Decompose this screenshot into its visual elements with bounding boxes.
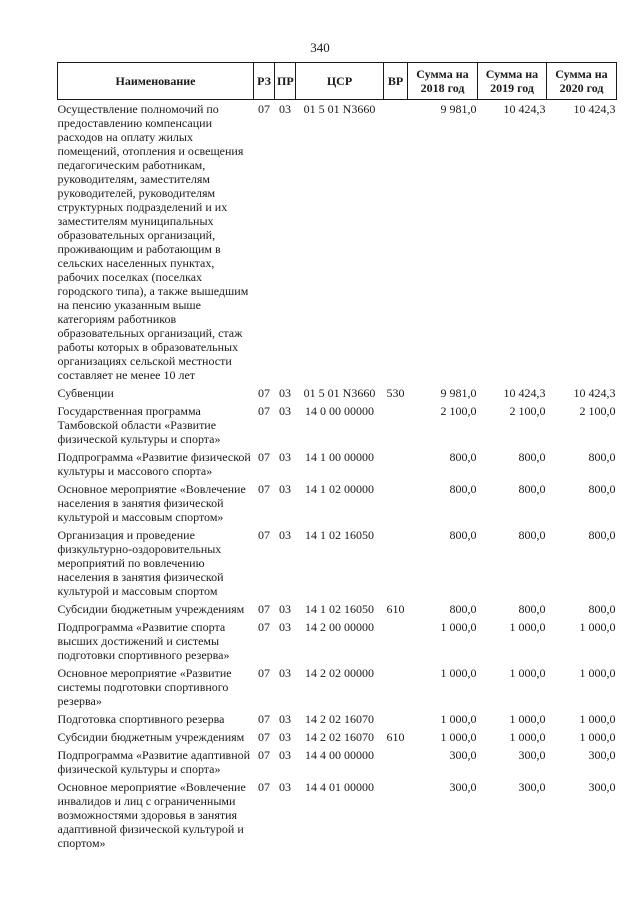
row-name: Государственная программа Тамбовской области «Развитие физической культуры и спорта» [57,404,221,446]
row-pr: 03 [279,748,291,762]
row-csr: 14 1 00 00000 [305,450,374,464]
row-sum-2019: 2 100,0 [509,404,546,418]
row-pr: 03 [279,730,291,744]
table-row [58,730,617,748]
row-rz: 07 [258,404,270,418]
row-vr [384,780,408,854]
row-name: Основное мероприятие «Вовлечение инвалидов и лиц с ограниченными возможностями здоровья в занятия адаптивной физической культурой и спортом» [57,780,246,850]
row-vr: 530 [386,386,405,400]
col-header-vr: ВР [384,63,408,100]
row-vr [384,100,408,387]
row-sum-2019: 1 000,0 [509,666,546,680]
row-rz: 07 [258,780,270,794]
table-row [58,450,617,482]
row-name: Субвенции [57,386,114,400]
row-vr: 610 [386,730,405,744]
row-name: Основное мероприятие «Развитие системы подготовки спортивного резерва» [57,666,232,708]
col-header-sum-2019: Сумма на 2019 год [478,63,547,100]
table-row [58,620,617,666]
col-header-name: Наименование [58,63,254,100]
row-csr: 14 1 02 00000 [305,482,374,496]
row-vr [384,666,408,712]
row-pr: 03 [279,404,291,418]
table-row [58,666,617,712]
row-sum-2018: 800,0 [449,528,477,542]
row-name: Субсидии бюджетным учреждениям [57,730,245,744]
row-csr: 01 5 01 N3660 [303,102,376,116]
row-sum-2019: 300,0 [518,748,546,762]
row-sum-2018: 1 000,0 [440,730,477,744]
budget-table [57,62,617,854]
row-sum-2020: 10 424,3 [573,386,616,400]
table-row [58,712,617,730]
row-rz: 07 [258,620,270,634]
row-rz: 07 [258,666,270,680]
row-vr [384,528,408,602]
row-name: Подпрограмма «Развитие адаптивной физической культуры и спорта» [57,748,251,776]
row-sum-2019: 800,0 [518,528,546,542]
row-sum-2019: 10 424,3 [503,102,546,116]
col-header-sum-2020: Сумма на 2020 год [547,63,617,100]
row-csr: 14 4 01 00000 [305,780,374,794]
row-sum-2019: 800,0 [518,482,546,496]
row-sum-2018: 800,0 [449,450,477,464]
table-row [58,748,617,780]
row-name: Организация и проведение физкультурно-оздоровительных мероприятий по вовлечению населения в занятия физической культурой и массовым спортом [57,528,224,598]
row-sum-2018: 1 000,0 [440,666,477,680]
row-vr: 610 [386,602,405,616]
row-sum-2019: 800,0 [518,450,546,464]
row-vr [384,482,408,528]
row-pr: 03 [279,666,291,680]
row-pr: 03 [279,712,291,726]
row-sum-2020: 800,0 [588,450,616,464]
row-csr: 14 1 02 16050 [305,528,374,542]
row-sum-2020: 10 424,3 [573,102,616,116]
col-header-pr: ПР [275,63,296,100]
row-rz: 07 [258,748,270,762]
row-sum-2020: 1 000,0 [579,620,616,634]
row-rz: 07 [258,602,270,616]
row-pr: 03 [279,102,291,116]
row-sum-2020: 800,0 [588,602,616,616]
row-pr: 03 [279,620,291,634]
row-csr: 14 0 00 00000 [305,404,374,418]
row-sum-2018: 9 981,0 [440,386,477,400]
row-sum-2018: 1 000,0 [440,620,477,634]
row-sum-2019: 10 424,3 [503,386,546,400]
row-name: Основное мероприятие «Вовлечение населения в занятия физической культурой и массовым спортом» [57,482,246,524]
row-sum-2020: 1 000,0 [579,712,616,726]
row-rz: 07 [258,482,270,496]
page-number: 340 [310,40,330,55]
row-csr: 14 2 02 00000 [305,666,374,680]
row-sum-2020: 2 100,0 [579,404,616,418]
table-header-row [58,63,617,100]
table-row [58,482,617,528]
table-row [58,528,617,602]
row-csr: 14 2 02 16070 [305,712,374,726]
row-sum-2020: 800,0 [588,528,616,542]
row-sum-2018: 300,0 [449,748,477,762]
row-sum-2019: 1 000,0 [509,712,546,726]
row-sum-2018: 800,0 [449,482,477,496]
row-pr: 03 [279,450,291,464]
row-pr: 03 [279,528,291,542]
row-vr [384,620,408,666]
table-row [58,100,617,387]
row-rz: 07 [258,528,270,542]
row-rz: 07 [258,386,270,400]
row-vr [384,404,408,450]
row-vr [384,450,408,482]
row-csr: 14 2 02 16070 [305,730,374,744]
row-name: Осуществление полномочий по предоставлению компенсации расходов на оплату жилых помещений, отопления и освещения педагогическим работникам, руководителям, заместителям руководителей, руководителям структурных подразделений и их заместителям муниципальных образовательных организаций, проживающим и работающим в сельских населенных пунктах, рабочих поселках (поселках городского типа), а также вышедшим на пенсию указанным выше категориям работников образовательных организаций, стаж работы которых в образовательных организациях сельской местности составляет не менее 10 лет [57,102,249,382]
row-rz: 07 [258,102,270,116]
row-sum-2018: 2 100,0 [440,404,477,418]
row-name: Субсидии бюджетным учреждениям [57,602,245,616]
row-sum-2018: 9 981,0 [440,102,477,116]
row-sum-2020: 300,0 [588,780,616,794]
table-row [58,404,617,450]
row-name: Подготовка спортивного резерва [57,712,225,726]
row-sum-2019: 800,0 [518,602,546,616]
row-vr [384,712,408,730]
row-pr: 03 [279,386,291,400]
row-sum-2020: 1 000,0 [579,666,616,680]
col-header-sum-2018: Сумма на 2018 год [408,63,478,100]
row-rz: 07 [258,730,270,744]
col-header-csr: ЦСР [296,63,384,100]
table-row [58,602,617,620]
row-sum-2019: 1 000,0 [509,730,546,744]
row-sum-2020: 800,0 [588,482,616,496]
col-header-rz: РЗ [254,63,275,100]
row-csr: 14 1 02 16050 [305,602,374,616]
row-vr [384,748,408,780]
row-sum-2019: 300,0 [518,780,546,794]
row-sum-2018: 300,0 [449,780,477,794]
row-pr: 03 [279,780,291,794]
row-sum-2018: 800,0 [449,602,477,616]
row-pr: 03 [279,482,291,496]
row-sum-2020: 1 000,0 [579,730,616,744]
row-sum-2020: 300,0 [588,748,616,762]
row-name: Подпрограмма «Развитие спорта высших достижений и системы подготовки спортивного резерва» [57,620,230,662]
row-csr: 01 5 01 N3660 [303,386,376,400]
row-rz: 07 [258,712,270,726]
row-sum-2018: 1 000,0 [440,712,477,726]
row-csr: 14 4 00 00000 [305,748,374,762]
row-rz: 07 [258,450,270,464]
table-row [58,780,617,854]
row-pr: 03 [279,602,291,616]
table-row [58,386,617,404]
row-csr: 14 2 00 00000 [305,620,374,634]
row-sum-2019: 1 000,0 [509,620,546,634]
row-name: Подпрограмма «Развитие физической культуры и массового спорта» [57,450,251,478]
